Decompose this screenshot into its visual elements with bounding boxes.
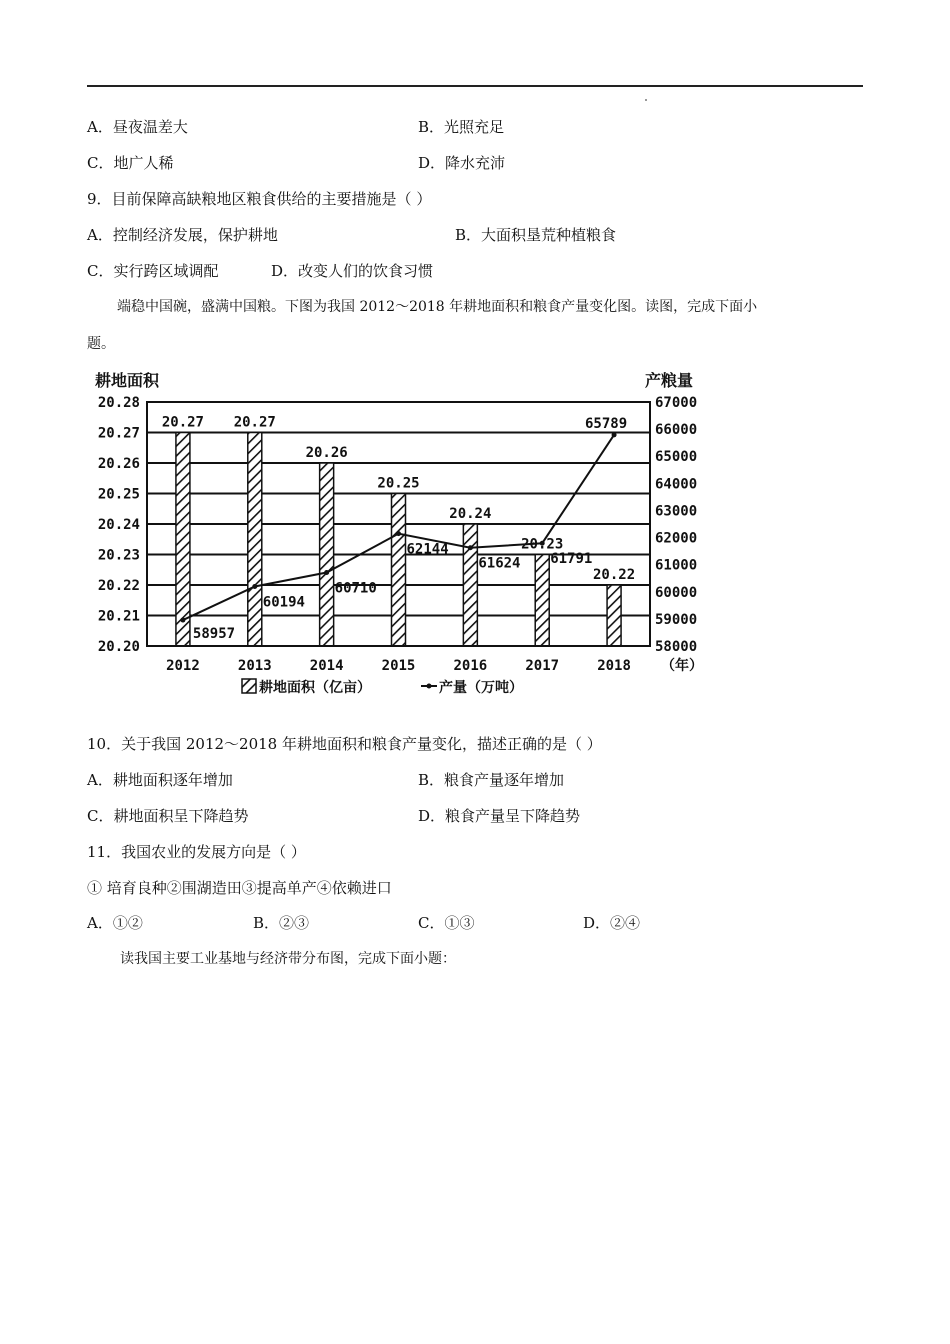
q11-option-c: C．①③ <box>418 914 475 932</box>
production-value-label: 61791 <box>550 551 593 568</box>
legend-bar-swatch <box>242 679 256 693</box>
legend-line-marker <box>427 684 432 689</box>
right-tick-label: 65000 <box>655 449 698 466</box>
q11-option-a: A．①② <box>87 914 143 932</box>
q11-option-b: B．②③ <box>253 914 310 932</box>
bar-value-label: 20.27 <box>233 414 276 431</box>
q9-option-c: C．实行跨区域调配 <box>87 262 219 280</box>
right-tick-label: 67000 <box>655 395 698 411</box>
q10-option-b: B．粮食产量逐年增加 <box>418 771 565 789</box>
right-tick-label: 59000 <box>655 611 698 628</box>
q11-statements: ① 培育良种②围湖造田③提高单产④依赖进口 <box>87 879 392 897</box>
q10-option-d: D．粮食产量呈下降趋势 <box>418 807 581 825</box>
production-value-label: 58957 <box>192 626 236 643</box>
q8-option-d: D．降水充沛 <box>418 154 506 172</box>
x-axis-unit: （年） <box>661 658 703 674</box>
q10-stem: 10．关于我国 2012～2018 年耕地面积和粮食产量变化，描述正确的是（ ） <box>87 735 602 753</box>
q8-option-a: A．昼夜温差大 <box>87 118 188 136</box>
right-tick-label: 58000 <box>655 639 698 655</box>
category-label: 2018 <box>597 658 631 674</box>
left-tick-label: 20.27 <box>97 425 140 442</box>
category-label: 2016 <box>453 658 488 674</box>
bar-value-label: 20.26 <box>305 445 348 461</box>
bar-value-label: 20.23 <box>521 536 564 553</box>
left-tick-label: 20.20 <box>97 639 140 655</box>
bar-value-label: 20.25 <box>377 475 420 492</box>
bar <box>320 463 334 646</box>
category-label: 2015 <box>381 658 416 674</box>
left-axis-title: 耕地面积 <box>95 371 160 390</box>
q11-stem: 11．我国农业的发展方向是（ ） <box>87 843 306 861</box>
farmland-grain-chart <box>87 366 717 702</box>
bar <box>248 433 262 647</box>
production-value-label: 61624 <box>478 555 521 572</box>
right-tick-label: 61000 <box>655 557 698 574</box>
production-value-label: 65789 <box>584 415 628 432</box>
left-tick-label: 20.21 <box>97 608 140 625</box>
intro-line-2: 题。 <box>87 336 115 352</box>
outro-text: 读我国主要工业基地与经济带分布图，完成下面小题： <box>120 951 456 967</box>
production-value-label: 60194 <box>262 594 305 611</box>
right-axis-title: 产粮量 <box>645 371 694 390</box>
category-label: 2017 <box>525 658 560 674</box>
right-tick-label: 62000 <box>655 530 698 547</box>
q8-option-b: B．光照充足 <box>418 118 505 136</box>
legend <box>242 679 523 696</box>
q10-option-a: A．耕地面积逐年增加 <box>87 771 233 789</box>
bar <box>176 433 190 647</box>
category-label: 2012 <box>166 658 200 674</box>
legend-line-label: 产量（万吨） <box>439 680 523 696</box>
left-tick-label: 20.26 <box>97 456 140 472</box>
production-point <box>468 545 473 550</box>
header-rule <box>87 85 863 87</box>
left-tick-label: 20.28 <box>97 395 140 411</box>
production-point <box>324 570 329 575</box>
right-tick-label: 60000 <box>655 584 698 601</box>
q11-option-d: D．②④ <box>583 914 641 932</box>
intro-line-1: 端稳中国碗，盛满中国粮。下图为我国 2012～2018 年耕地面积和粮食产量变化图。读图，完成下面小 <box>117 299 758 315</box>
bar <box>463 524 477 646</box>
left-tick-label: 20.25 <box>97 486 140 503</box>
q8-option-c: C．地广人稀 <box>87 154 174 172</box>
production-point <box>252 584 257 589</box>
left-tick-label: 20.22 <box>97 578 140 594</box>
q10-option-c: C．耕地面积呈下降趋势 <box>87 807 249 825</box>
left-tick-label: 20.23 <box>97 547 140 564</box>
category-label: 2013 <box>237 658 272 674</box>
production-point <box>612 432 617 437</box>
legend-bar-label: 耕地面积（亿亩） <box>259 680 371 696</box>
left-tick-label: 20.24 <box>97 517 140 533</box>
right-tick-label: 66000 <box>655 422 698 439</box>
bar-value-label: 20.27 <box>161 414 205 431</box>
bar <box>607 585 621 646</box>
header-dot <box>645 99 647 101</box>
bar-value-label: 20.24 <box>449 506 492 522</box>
bar <box>392 494 406 647</box>
production-value-label: 60710 <box>334 580 377 597</box>
right-tick-label: 63000 <box>655 503 698 520</box>
bar <box>535 555 549 647</box>
bar-value-label: 20.22 <box>592 567 636 583</box>
q9-stem: 9．目前保障高缺粮地区粮食供给的主要措施是（ ） <box>87 190 432 208</box>
production-point <box>396 531 401 536</box>
production-point <box>180 618 185 623</box>
q9-option-a: A．控制经济发展，保护耕地 <box>87 226 278 244</box>
production-value-label: 62144 <box>406 541 449 558</box>
q9-option-b: B．大面积垦荒种植粮食 <box>455 226 617 244</box>
q9-option-d: D．改变人们的饮食习惯 <box>271 262 434 280</box>
right-tick-label: 64000 <box>655 476 698 493</box>
category-label: 2014 <box>309 658 344 674</box>
